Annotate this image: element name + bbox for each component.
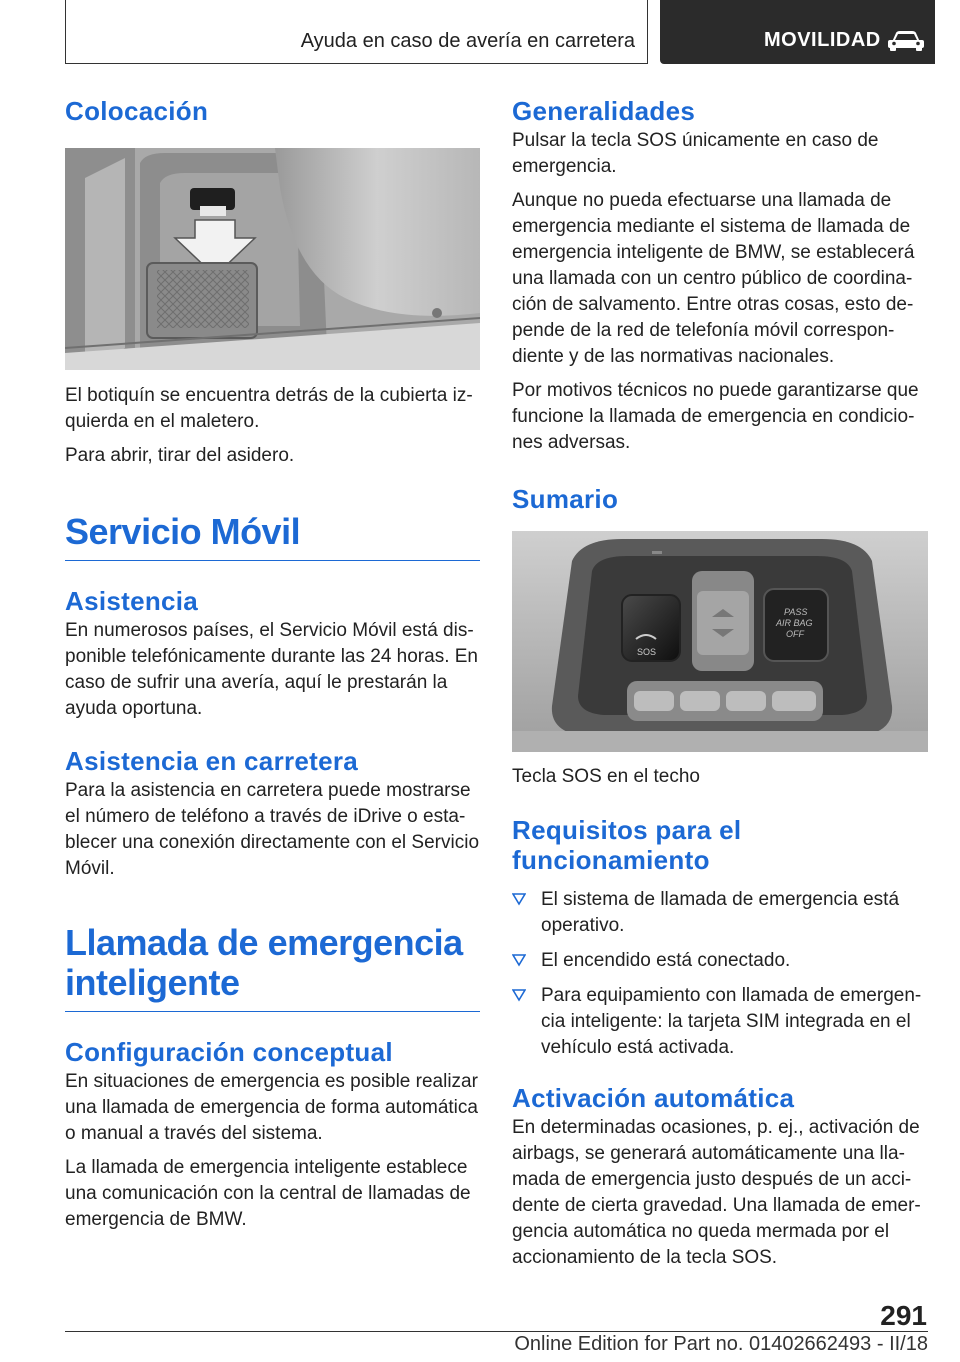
placement-text-2: Para abrir, tirar del asidero. <box>65 445 295 466</box>
footer-divider <box>65 1331 928 1332</box>
edition-info: Online Edition for Part no. 01402662493 - II/18 <box>514 1333 928 1355</box>
general-heading: Generalidades <box>512 96 696 126</box>
airbag-label: AIR BAG <box>776 618 813 628</box>
triangle-bullet-icon <box>512 892 526 906</box>
trunk-photo <box>65 148 480 370</box>
summary-heading: Sumario <box>512 484 619 514</box>
chapter-title: MOVILIDAD <box>764 29 881 51</box>
header-section-tab <box>65 0 648 64</box>
section-title: Ayuda en caso de avería en carretera <box>300 30 635 52</box>
road-assistance-text: Para la asistencia en carretera puede mostrarse el número de teléfono a través de iDrive o esta‐blecer una conexión directamente con el Servicio Móvil. <box>65 780 480 879</box>
off-label: OFF <box>786 629 804 639</box>
triangle-bullet-icon <box>512 953 526 967</box>
general-text-3: Por motivos técnicos no puede garantizarse que funcione la llamada de emergencia en condicio‐nes adversas. <box>512 380 919 453</box>
page-number: 291 <box>880 1300 927 1331</box>
list-item: Para equipamiento con llamada de emergen‐cia inteligente: la tarjeta SIM integrada en el vehículo está activada. <box>512 983 928 1061</box>
placement-heading: Colocación <box>65 96 209 126</box>
assistance-heading: Asistencia <box>65 586 199 616</box>
road-assistance-heading: Asistencia en carretera <box>65 746 359 776</box>
requirements-list <box>512 887 928 1061</box>
concept-text-1: En situaciones de emergencia es posible realizar una llamada de emergencia de forma automática o manual a través del sistema. <box>65 1071 478 1144</box>
header-chapter-tab <box>660 0 935 64</box>
emergency-call-heading: Llamada de emergencia inteligente <box>65 923 480 1012</box>
general-text-2: Aunque no pueda efectuarse una llamada de emergencia mediante el sistema de llamada de emergencia inteligente de BMW, se establecerá una llamada con un centro público de coordina‐ción de salvamento. Entre otras cosas, esto de‐pende de la red de telefonía móvil correspon‐diente y de las normativas nacionales. <box>512 190 915 367</box>
list-item: El encendido está conectado. <box>512 948 928 974</box>
placement-text-1: El botiquín se encuentra detrás de la cubierta iz‐quierda en el maletero. <box>65 385 473 432</box>
sos-button-photo <box>512 531 928 752</box>
photo-caption: Tecla SOS en el techo <box>512 766 700 787</box>
assistance-text: En numerosos países, el Servicio Móvil está dis‐ponible telefónicamente durante las 24 horas. En caso de sufrir una avería, aquí le prestarán la ayuda oportuna. <box>65 620 478 719</box>
sos-label: SOS <box>637 647 657 657</box>
left-column <box>65 96 480 1233</box>
concept-heading: Configuración conceptual <box>65 1037 393 1067</box>
pass-label: PASS <box>784 607 808 617</box>
auto-activation-heading: Activación automática <box>512 1083 795 1113</box>
triangle-bullet-icon <box>512 988 526 1002</box>
list-item: El sistema de llamada de emergencia está operativo. <box>512 887 928 939</box>
auto-activation-text: En determinadas ocasiones, p. ej., activación de airbags, se generará automáticamente una lla‐mada de emergencia justo después de un acci‐dente de cierta gravedad. Una llamada de emer‐gencia automática no queda mermada por el accionamiento de la tecla SOS. <box>512 1117 921 1268</box>
general-text-1: Pulsar la tecla SOS únicamente en caso de emergencia. <box>512 130 879 177</box>
right-column <box>512 96 928 1271</box>
car-icon <box>886 28 926 52</box>
concept-text-2: La llamada de emergencia inteligente establece una comunicación con la central de llamadas de emergencia de BMW. <box>65 1157 471 1230</box>
requirements-heading: Requisitos para el funcionamiento <box>512 815 742 875</box>
mobile-service-heading: Servicio Móvil <box>65 512 480 561</box>
